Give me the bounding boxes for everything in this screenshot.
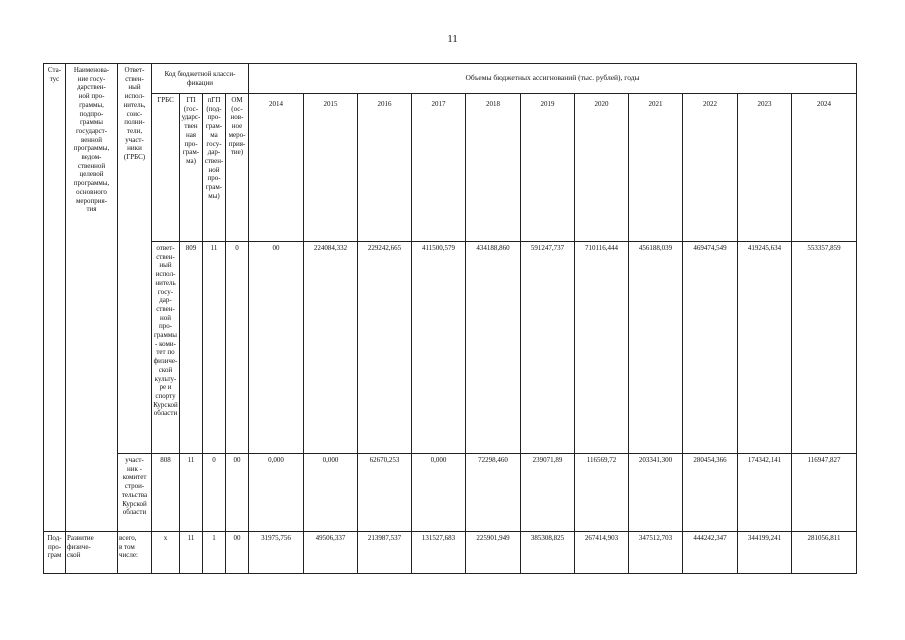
row-code-pgp: 0 (203, 454, 226, 532)
row-executor: участ- ник - комитет строи- тельства Курской области (118, 454, 152, 532)
row-value: 225901,949 (466, 532, 521, 574)
row-value: 0,000 (249, 454, 304, 532)
header-budget-code-group: Код бюджетной класси- фикации (152, 64, 249, 94)
row-code-om: 00 (226, 454, 249, 532)
table-row (44, 532, 857, 574)
header-status: Ста- тус (44, 64, 66, 532)
budget-table (43, 63, 857, 574)
row-value: 411500,579 (412, 242, 466, 454)
header-year: 2016 (358, 94, 412, 242)
header-name: Наименова- ние госу- дарствен- ной про- граммы, подпро- граммы государст- венной программы, ведом- ственной целевой программы, основного мероприя- тия (66, 64, 118, 532)
row-value: 224084,332 (304, 242, 358, 454)
row-code-om: 00 (226, 532, 249, 574)
row-value: 72298,460 (466, 454, 521, 532)
row-value: 591247,737 (521, 242, 575, 454)
header-year: 2023 (738, 94, 792, 242)
row-value: 229242,665 (358, 242, 412, 454)
row-code-gp: 11 (203, 242, 226, 454)
row-value: 31975,756 (249, 532, 304, 574)
row-executor: ответ- ствен- ный испол- нитель госу- дар- ствен- ной про- граммы - коми- тет по физиче- ской культу- ре и спорту Курской области (152, 242, 180, 454)
header-code-om: ОМ (ос- нов- ное меро- прия- тие) (226, 94, 249, 242)
row-value: 131527,683 (412, 532, 466, 574)
header-year: 2024 (792, 94, 857, 242)
header-year: 2022 (683, 94, 738, 242)
row-value: 0,000 (304, 454, 358, 532)
header-code-pgp: пГП (под- про- грам- ма госу- дар- ствен- ной про- грам- мы) (203, 94, 226, 242)
row-value: 419245,634 (738, 242, 792, 454)
row-value: 203341,300 (629, 454, 683, 532)
table-row (44, 242, 857, 454)
row-value: 49506,337 (304, 532, 358, 574)
row-value: 347512,703 (629, 532, 683, 574)
row-value: 385308,825 (521, 532, 575, 574)
row-value: 434188,860 (466, 242, 521, 454)
header-code-grbs: ГРБС (152, 94, 180, 242)
row-value: 174342,141 (738, 454, 792, 532)
header-executor: Ответ- ствен- ный испол- нитель, соис- полни- тели, участ- ники (ГРБС) (118, 64, 152, 454)
header-year: 2018 (466, 94, 521, 242)
row-value: 267414,903 (575, 532, 629, 574)
row-value: 0,000 (412, 454, 466, 532)
row-code-om: 00 (249, 242, 304, 454)
header-year: 2017 (412, 94, 466, 242)
row-value: 239071,89 (521, 454, 575, 532)
row-value: 213987,537 (358, 532, 412, 574)
header-allocations-group: Объемы бюджетных ассигнований (тыс. рублей), годы (249, 64, 857, 94)
row-value: 281056,811 (792, 532, 857, 574)
header-code-gp: ГП (гос- ударс- твен ная про- грам- ма) (180, 94, 203, 242)
row-value: 344199,241 (738, 532, 792, 574)
row-value: 280454,366 (683, 454, 738, 532)
row-code-gp: 11 (180, 532, 203, 574)
row-code-grbs: х (152, 532, 180, 574)
row-value: 116569,72 (575, 454, 629, 532)
header-year: 2014 (249, 94, 304, 242)
header-year: 2015 (304, 94, 358, 242)
header-year: 2021 (629, 94, 683, 242)
header-year: 2020 (575, 94, 629, 242)
row-code-grbs: 809 (180, 242, 203, 454)
row-name: Развитие физиче- ской (66, 532, 118, 574)
row-value: 469474,549 (683, 242, 738, 454)
row-value: 456188,039 (629, 242, 683, 454)
row-code-pgp: 1 (203, 532, 226, 574)
row-status: Под- про- грам (44, 532, 66, 574)
row-executor: всего, в том числе: (118, 532, 152, 574)
row-value: 444242,347 (683, 532, 738, 574)
row-value: 553357,859 (792, 242, 857, 454)
row-code-grbs: 808 (152, 454, 180, 532)
table-row (44, 454, 857, 532)
page-number: 11 (447, 33, 458, 45)
header-year: 2019 (521, 94, 575, 242)
row-code-gp: 11 (180, 454, 203, 532)
row-value: 116947,827 (792, 454, 857, 532)
row-value: 710116,444 (575, 242, 629, 454)
row-code-pgp: 0 (226, 242, 249, 454)
row-value: 62670,253 (358, 454, 412, 532)
